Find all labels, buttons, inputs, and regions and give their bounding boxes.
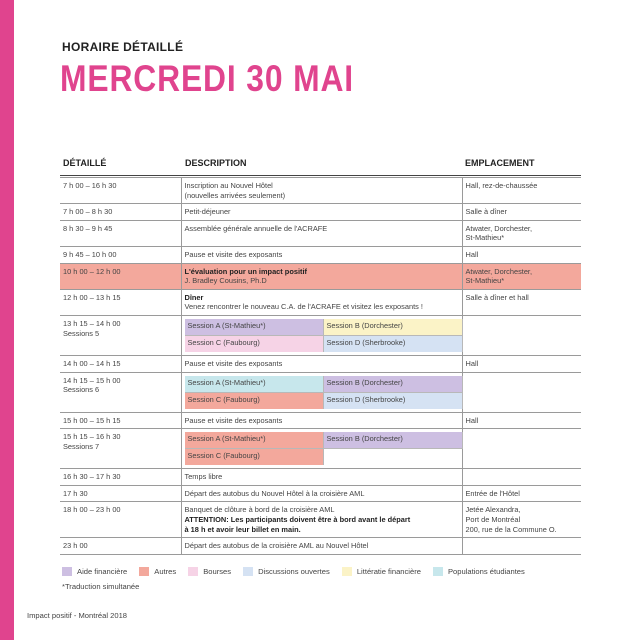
header-description: DESCRIPTION xyxy=(185,158,247,168)
row-description: Inscription au Nouvel Hôtel (nouvelles arrivées seulement) xyxy=(181,178,462,204)
accent-sidebar xyxy=(0,0,14,640)
row-time: 18 h 00 – 23 h 00 xyxy=(60,502,181,538)
row-time: 7 h 00 – 16 h 30 xyxy=(60,178,181,204)
session-grid xyxy=(181,372,462,412)
page-footer: Impact positif - Montréal 2018 xyxy=(27,611,128,620)
row-time: 13 h 15 – 14 h 00 Sessions 5 xyxy=(60,315,181,355)
legend-item: Aide financière xyxy=(62,567,127,576)
page-subtitle: HORAIRE DÉTAILLÉ xyxy=(62,40,184,54)
legend-swatch xyxy=(243,567,253,576)
row-description: Petit-déjeuner xyxy=(181,204,462,221)
row-location: Salle à dîner et hall xyxy=(462,289,581,315)
legend-swatch xyxy=(62,567,72,576)
schedule-table xyxy=(60,177,581,555)
row-location: Hall xyxy=(462,246,581,263)
session-grid xyxy=(181,315,462,355)
table-row xyxy=(60,502,581,538)
legend-item: Populations étudiantes xyxy=(433,567,525,576)
header-rule xyxy=(60,175,581,176)
row-description: Dîner Venez rencontrer le nouveau C.A. de l'ACRAFE et visitez les exposants ! xyxy=(181,289,462,315)
session-grid xyxy=(181,429,462,469)
legend-item: Autres xyxy=(139,567,176,576)
row-time: 12 h 00 – 13 h 15 xyxy=(60,289,181,315)
session-d: Session D (Sherbrooke) xyxy=(324,393,463,409)
table-row-highlight xyxy=(60,263,581,289)
row-location xyxy=(462,469,581,486)
row-time: 15 h 00 – 15 h 15 xyxy=(60,412,181,429)
row-description: L'évaluation pour un impact positif J. Bradley Cousins, Ph.D xyxy=(181,263,462,289)
table-row xyxy=(60,355,581,372)
row-location xyxy=(462,372,581,412)
row-location: Hall xyxy=(462,412,581,429)
row-time: 17 h 30 xyxy=(60,485,181,502)
table-row xyxy=(60,485,581,502)
row-time: 7 h 00 – 8 h 30 xyxy=(60,204,181,221)
session-b: Session B (Dorchester) xyxy=(324,319,463,336)
session-b: Session B (Dorchester) xyxy=(324,376,463,393)
table-row xyxy=(60,246,581,263)
table-row xyxy=(60,178,581,204)
legend-swatch xyxy=(342,567,352,576)
session-c: Session C (Faubourg) xyxy=(185,449,324,465)
table-row xyxy=(60,412,581,429)
session-d: Session D (Sherbrooke) xyxy=(324,336,463,352)
legend-item: Littératie financière xyxy=(342,567,421,576)
table-row xyxy=(60,289,581,315)
header-time: DÉTAILLÉ xyxy=(63,158,107,168)
table-row xyxy=(60,469,581,486)
row-description: Pause et visite des exposants xyxy=(181,412,462,429)
row-location: Atwater, Dorchester, St-Mathieu* xyxy=(462,263,581,289)
row-description: Assemblée générale annuelle de l'ACRAFE xyxy=(181,220,462,246)
session-a: Session A (St-Mathieu*) xyxy=(185,376,324,393)
row-time: 15 h 15 – 16 h 30 Sessions 7 xyxy=(60,429,181,469)
row-time: 8 h 30 – 9 h 45 xyxy=(60,220,181,246)
legend-swatch xyxy=(139,567,149,576)
session-b: Session B (Dorchester) xyxy=(324,432,463,449)
row-location: Salle à dîner xyxy=(462,204,581,221)
row-location: Hall xyxy=(462,355,581,372)
row-time: 9 h 45 – 10 h 00 xyxy=(60,246,181,263)
session-a: Session A (St-Mathieu*) xyxy=(185,432,324,449)
row-time: 16 h 30 – 17 h 30 xyxy=(60,469,181,486)
session-a: Session A (St-Mathieu*) xyxy=(185,319,324,336)
color-legend xyxy=(62,567,537,576)
row-time: 14 h 00 – 14 h 15 xyxy=(60,355,181,372)
table-row-sessions xyxy=(60,429,581,469)
table-row xyxy=(60,538,581,555)
session-c: Session C (Faubourg) xyxy=(185,336,324,352)
session-empty xyxy=(324,449,463,465)
row-description: Pause et visite des exposants xyxy=(181,246,462,263)
legend-item: Bourses xyxy=(188,567,231,576)
table-row xyxy=(60,204,581,221)
row-description: Temps libre xyxy=(181,469,462,486)
row-location: Hall, rez-de-chaussée xyxy=(462,178,581,204)
row-time: 23 h 00 xyxy=(60,538,181,555)
page-title: MERCREDI 30 MAI xyxy=(60,58,355,99)
row-location: Entrée de l'Hôtel xyxy=(462,485,581,502)
row-location xyxy=(462,315,581,355)
row-description: Départ des autobus du Nouvel Hôtel à la croisière AML xyxy=(181,485,462,502)
session-c: Session C (Faubourg) xyxy=(185,393,324,409)
legend-item: Discussions ouvertes xyxy=(243,567,330,576)
row-location: Atwater, Dorchester, St-Mathieu* xyxy=(462,220,581,246)
row-description: Départ des autobus de la croisière AML au Nouvel Hôtel xyxy=(181,538,462,555)
row-time: 14 h 15 – 15 h 00 Sessions 6 xyxy=(60,372,181,412)
header-location: EMPLACEMENT xyxy=(465,158,535,168)
table-row-sessions xyxy=(60,315,581,355)
row-time: 10 h 00 – 12 h 00 xyxy=(60,263,181,289)
table-row-sessions xyxy=(60,372,581,412)
translation-note: *Traduction simultanée xyxy=(62,582,140,591)
legend-swatch xyxy=(433,567,443,576)
table-row xyxy=(60,220,581,246)
row-location: Jetée Alexandra, Port de Montréal 200, rue de la Commune O. xyxy=(462,502,581,538)
legend-swatch xyxy=(188,567,198,576)
row-location xyxy=(462,429,581,469)
row-description: Banquet de clôture à bord de la croisière AML ATTENTION: Les participants doivent être à bord avant le départ à 18 h et avoir leur billet en main. xyxy=(181,502,462,538)
row-description: Pause et visite des exposants xyxy=(181,355,462,372)
row-location xyxy=(462,538,581,555)
